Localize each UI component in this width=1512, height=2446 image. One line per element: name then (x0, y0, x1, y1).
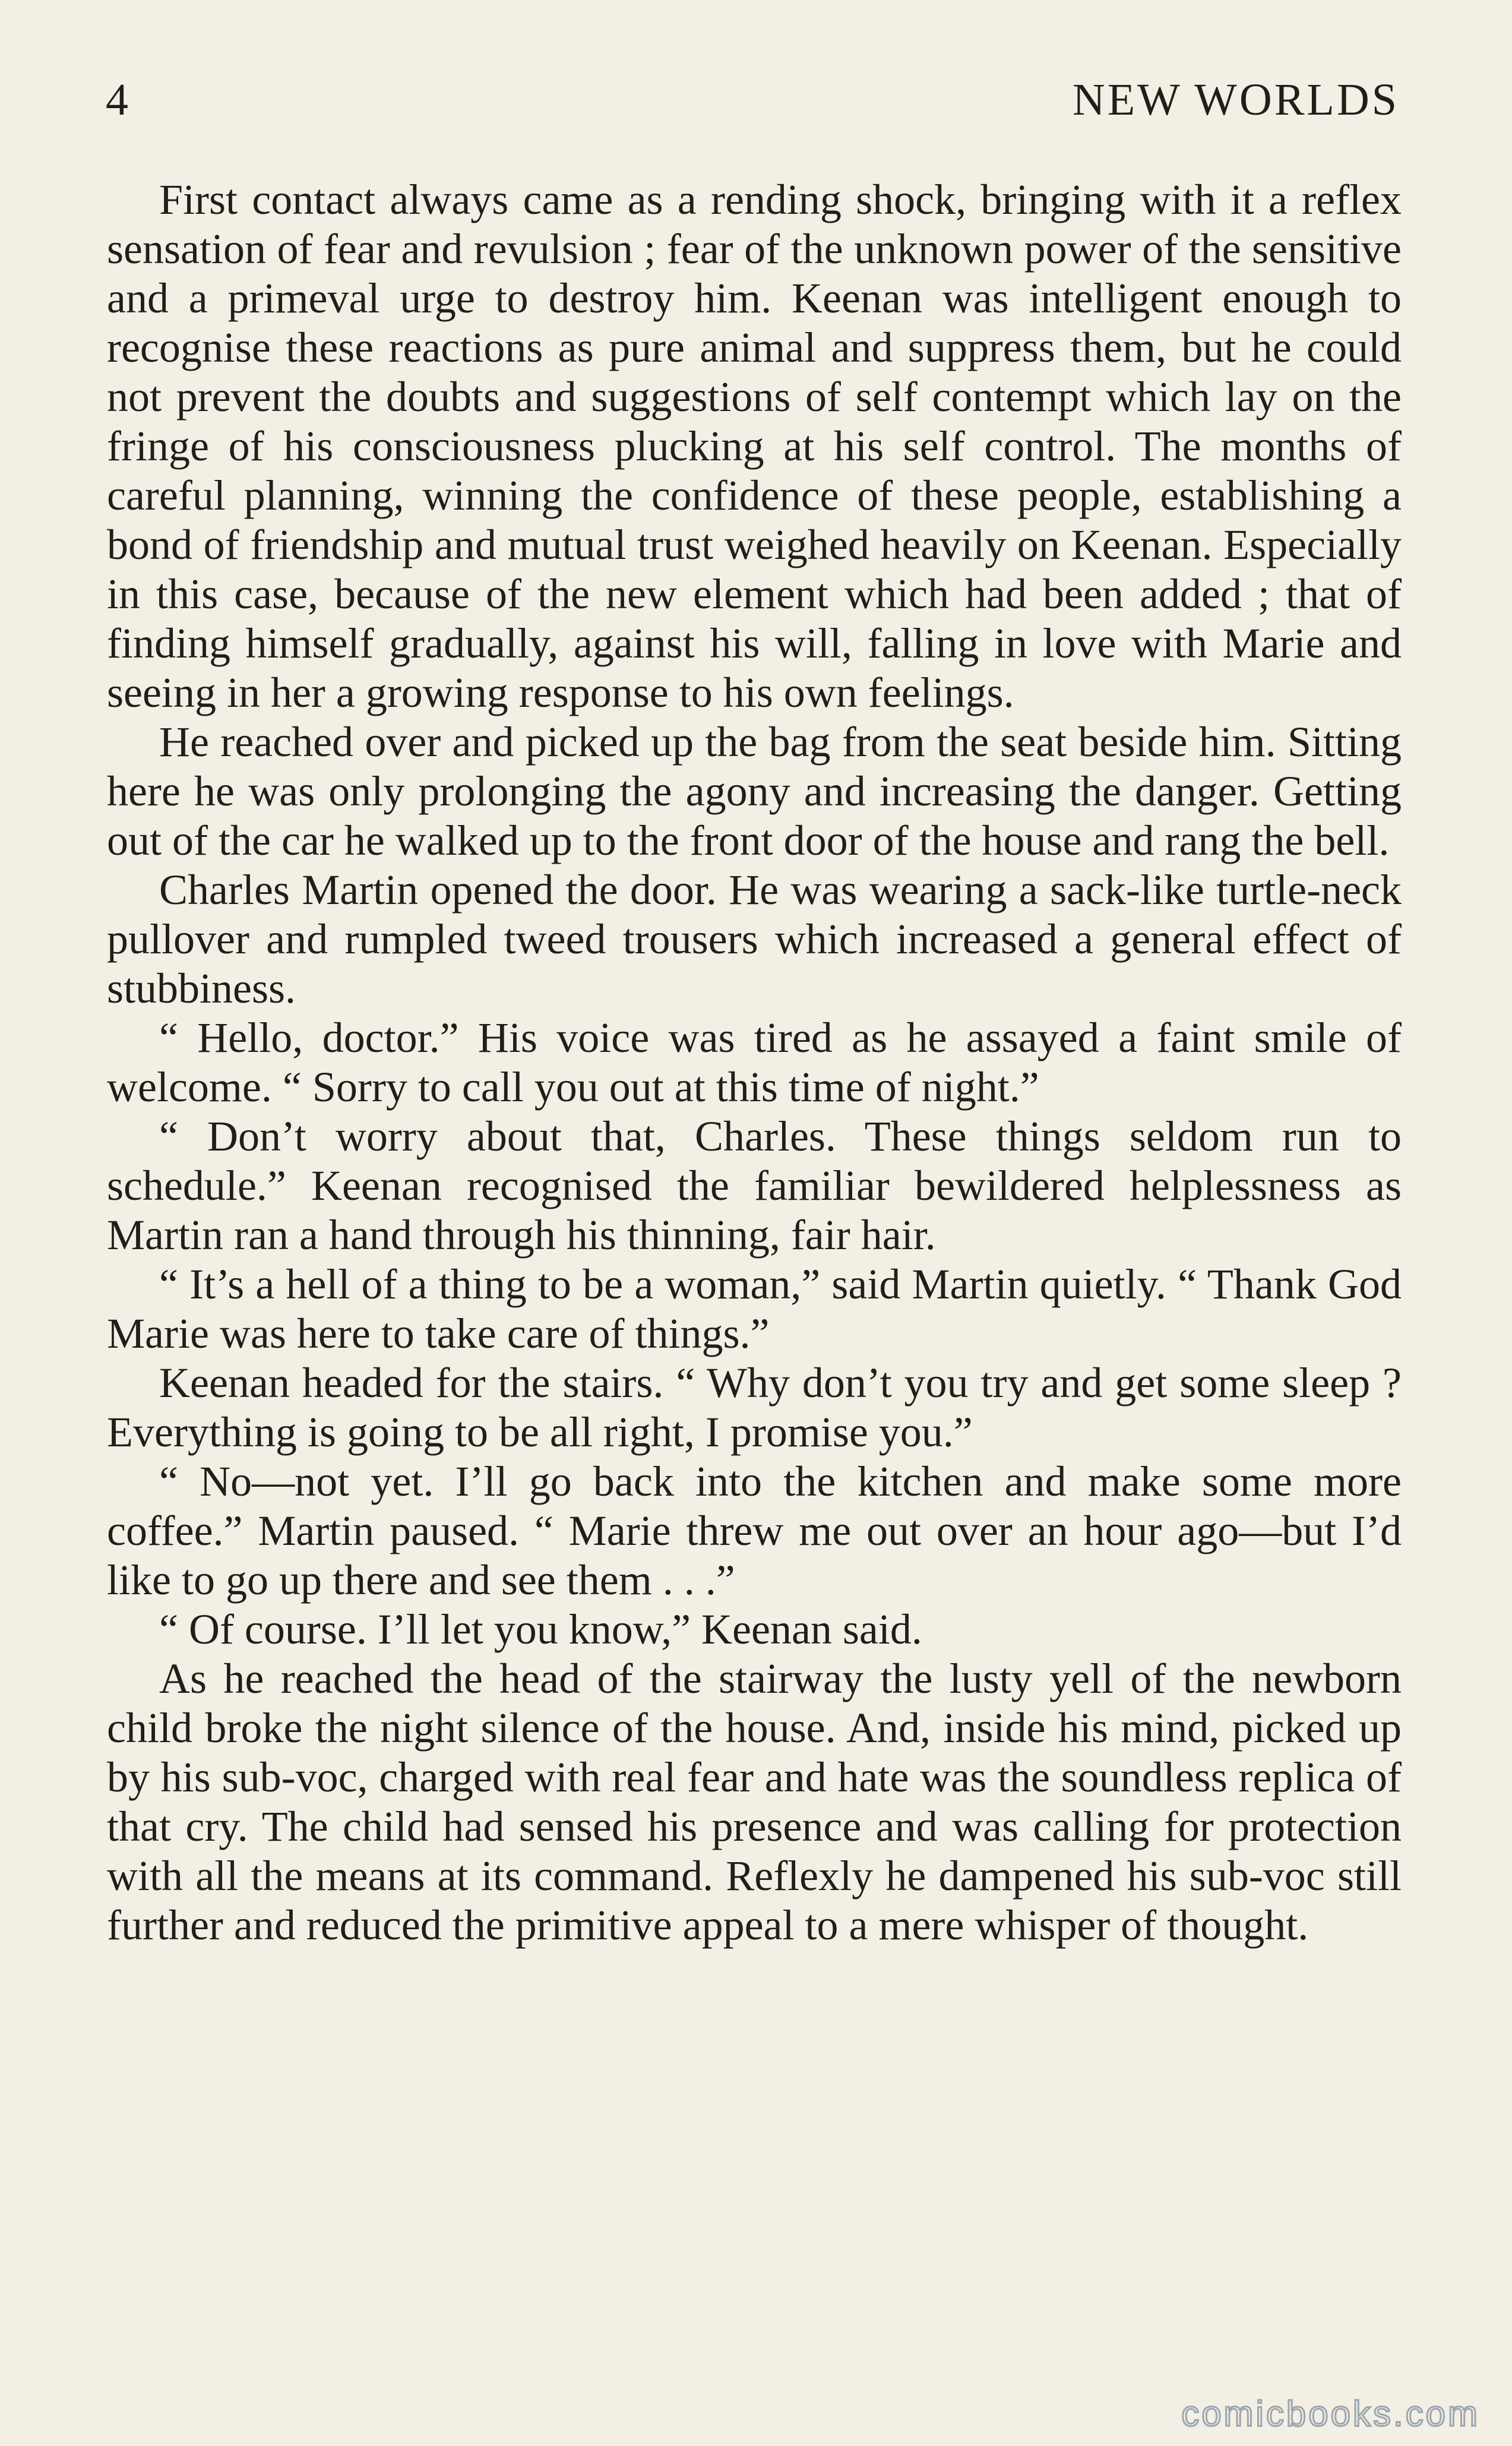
paragraph: First contact always came as a rending shock, bringing with it a reflex sensation of fear and revulsion ; fear of the unknown power of the sensitive and a primeval urge to destroy him. Keenan was intelligent enough to recognise these reactions as pure animal and suppress them, but he could not prevent the doubts and suggestions of self contempt which lay on the fringe of his consciousness plucking at his self control. The months of careful planning, winning the confidence of these people, establishing a bond of friendship and mutual trust weighed heavily on Keenan. Especially in this case, because of the new element which had been added ; that of finding himself gradually, against his will, falling in love with Marie and seeing in her a growing response to his own feelings. (107, 176, 1402, 716)
paragraph: “ No—not yet. I’ll go back into the kitchen and make some more coffee.” Martin paused. “ Marie threw me out over an hour ago—but I’d like to go up there and see them . . .” (107, 1458, 1402, 1604)
running-title: NEW WORLDS (1072, 75, 1399, 125)
paragraph: He reached over and picked up the bag from the seat beside him. Sitting here he was only prolonging the agony and increasing the danger. Getting out of the car he walked up to the front door of the house and rang the bell. (107, 718, 1402, 864)
paragraph: As he reached the head of the stairway the lusty yell of the newborn child broke the night silence of the house. And, inside his mind, picked up by his sub-voc, charged with real fear and hate was the soundless replica of that cry. The child had sensed his presence and was calling for protection with all the means at its command. Reflexly he dampened his sub-voc still further and reduced the primitive appeal to a mere whisper of thought. (107, 1655, 1402, 1949)
paragraph: “ Don’t worry about that, Charles. These things seldom run to schedule.” Keenan recognised the familiar bewildered helplessness as Martin ran a hand through his thinning, fair hair. (107, 1113, 1402, 1259)
paragraph: “ It’s a hell of a thing to be a woman,” said Martin quietly. “ Thank God Marie was here to take care of things.” (107, 1260, 1402, 1357)
story-text (107, 175, 1402, 1950)
paragraph: Charles Martin opened the door. He was wearing a sack-like turtle-neck pullover and rumpled tweed trousers which increased a general effect of stubbiness. (107, 866, 1402, 1012)
paragraph: “ Of course. I’ll let you know,” Keenan said. (159, 1606, 922, 1653)
paragraph: “ Hello, doctor.” His voice was tired as he assayed a faint smile of welcome. “ Sorry to call you out at this time of night.” (107, 1014, 1402, 1111)
page-header (106, 74, 1399, 140)
watermark: comicbooks.com (1181, 2394, 1480, 2434)
paragraph: Keenan headed for the stairs. “ Why don’t you try and get some sleep ? Everything is going to be all right, I promise you.” (107, 1359, 1402, 1456)
page-number: 4 (106, 75, 130, 125)
